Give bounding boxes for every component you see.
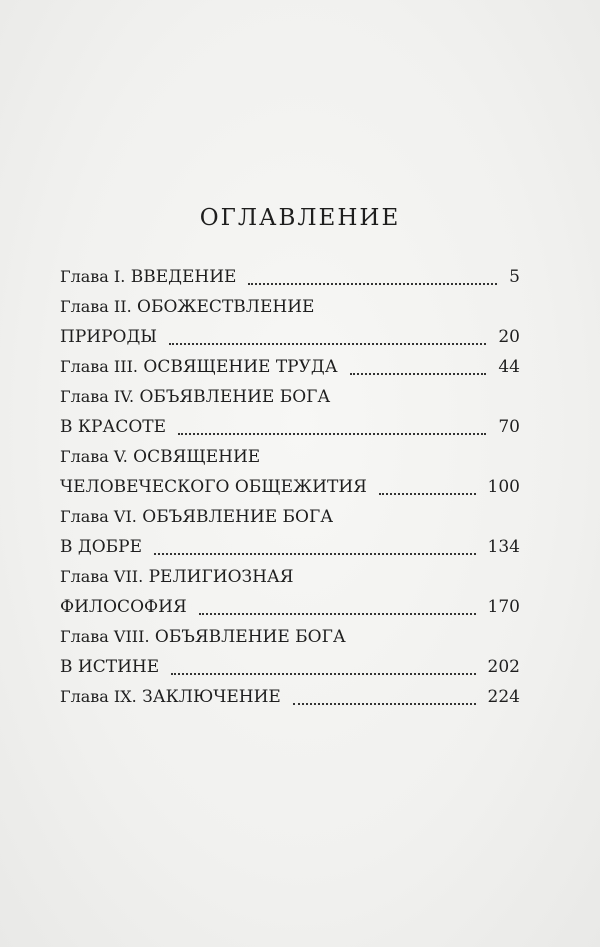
dot-leader [178,403,486,435]
chapter-title: ФИЛОСОФИЯ [60,597,187,617]
dot-leader [199,583,476,615]
chapter-prefix: Глава VII. [60,567,144,586]
page-number: 134 [487,537,520,557]
toc-entry-label [60,592,187,622]
chapter-prefix: Глава VI. [60,507,137,526]
dot-leader [248,253,497,285]
dot-leader [379,463,476,495]
chapter-title: ПРИРОДЫ [60,327,158,347]
chapter-title: ОБЪЯВЛЕНИЕ БОГА [136,507,334,527]
chapter-prefix: Глава II. [60,297,132,316]
toc-entry-label [60,442,260,472]
toc-entry-label [60,532,142,562]
dot-leader [350,343,486,375]
page-number: 20 [498,327,520,347]
toc-entry [60,352,520,382]
chapter-title: ВВЕДЕНИЕ [125,267,237,287]
dot-leader [154,523,476,555]
chapter-title: ЗАКЛЮЧЕНИЕ [136,687,281,707]
toc-entry-label [60,262,236,292]
page-number: 44 [498,357,520,377]
page-number: 70 [498,417,520,437]
toc-entry-label [60,652,159,682]
chapter-title: В ДОБРЕ [60,537,142,557]
chapter-title: ОБЪЯВЛЕНИЕ БОГА [149,627,346,647]
chapter-title: ОСВЯЩЕНИЕ ТРУДА [137,357,338,377]
page-number: 100 [487,477,520,497]
chapter-title: ОСВЯЩЕНИЕ [127,447,261,467]
page-number: 224 [487,687,520,707]
chapter-prefix: Глава I. [60,267,126,286]
dot-leader [171,643,476,675]
chapter-title: ОБЪЯВЛЕНИЕ БОГА [134,387,331,407]
chapter-prefix: Глава IV. [60,387,135,406]
table-of-contents [60,262,520,712]
dot-leader [169,313,486,345]
chapter-title: РЕЛИГИОЗНАЯ [143,567,294,587]
chapter-prefix: Глава V. [60,447,128,466]
chapter-title: ЧЕЛОВЕЧЕСКОГО ОБЩЕЖИТИЯ [60,477,367,497]
chapter-prefix: Глава III. [60,357,138,376]
toc-entry-label [60,682,281,712]
chapter-prefix: Глава IX. [60,687,137,706]
toc-entry [60,472,520,502]
chapter-prefix: Глава VIII. [60,627,150,646]
chapter-title: В КРАСОТЕ [60,417,167,437]
toc-entry [60,682,520,712]
toc-entry-label [60,472,367,502]
toc-entry-label [60,322,157,352]
toc-entry [60,262,520,292]
toc-entry [60,592,520,622]
toc-entry-label [60,352,338,382]
page-number: 170 [487,597,520,617]
dot-leader [293,673,476,705]
page-number: 5 [509,267,520,287]
toc-entry-label [60,412,166,442]
page-title: ОГЛАВЛЕНИЕ [199,205,401,231]
chapter-title: ОБОЖЕСТВЛЕНИЕ [131,297,315,317]
toc-entry [60,532,520,562]
toc-entry [60,412,520,442]
page-number: 202 [487,657,520,677]
chapter-title: В ИСТИНЕ [60,657,160,677]
